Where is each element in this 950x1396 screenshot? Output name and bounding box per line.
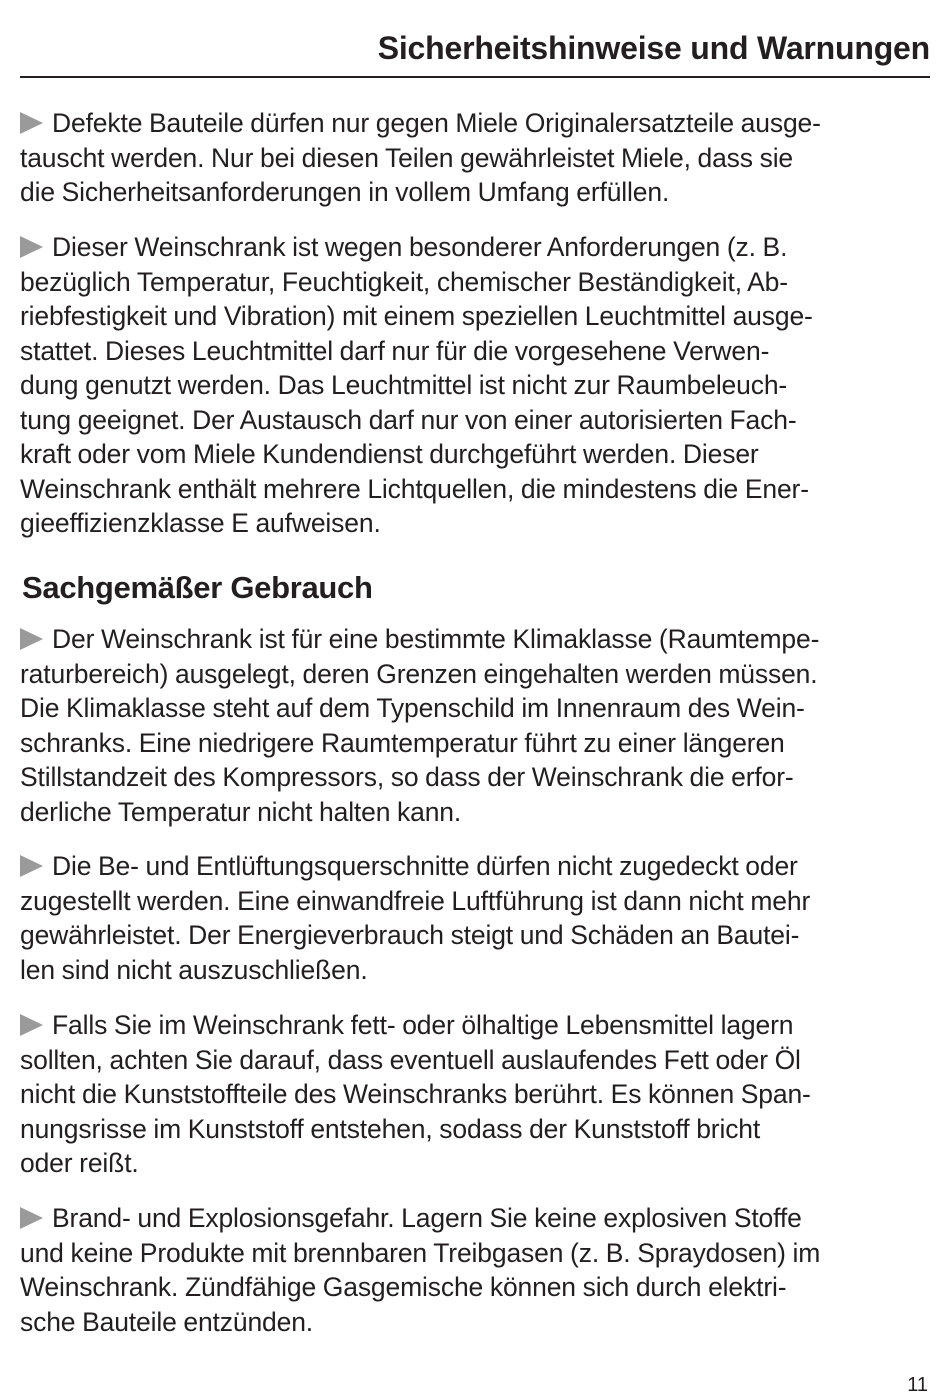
triangle-bullet-icon [20, 112, 43, 134]
triangle-bullet-icon [20, 236, 43, 258]
text-line: Weinschrank. Zündfähige Gasgemische können sich durch elektri- [20, 1272, 787, 1302]
triangle-bullet-icon [20, 628, 43, 650]
triangle-bullet-icon [20, 1207, 43, 1229]
text-line: und keine Produkte mit brennbaren Treibgasen (z. B. Spraydosen) im [20, 1237, 821, 1268]
text-line: raturbereich) ausgelegt, deren Grenzen eingehalten werden müssen. [20, 658, 818, 689]
text-line: nungsrisse im Kunststoff entstehen, sodass der Kunststoff bricht [20, 1113, 761, 1144]
warning-paragraph [20, 1008, 932, 1181]
text-line: tung geeignet. Der Austausch darf nur von einer autorisierten Fach- [20, 404, 797, 435]
text-line: zugestellt werden. Eine einwandfreie Luftführung ist dann nicht mehr [20, 885, 811, 916]
text-line: Brand- und Explosionsgefahr. Lagern Sie keine explosiven Stoffe [20, 1201, 932, 1236]
page-header [20, 26, 930, 78]
text-line: sche Bauteile entzünden. [20, 1306, 314, 1337]
section-heading: Sachgemäßer Gebrauch [22, 570, 373, 605]
text-line: Defekte Bauteile dürfen nur gegen Miele Originalersatzteile ausge- [20, 106, 932, 141]
text-line: Dieser Weinschrank ist wegen besonderer Anforderungen (z. B. [20, 230, 932, 265]
warning-paragraph [20, 1201, 932, 1339]
text-line: sollten, achten Sie darauf, dass eventuell auslaufendes Fett oder Öl [20, 1044, 801, 1075]
text-line: len sind nicht auszuschließen. [20, 954, 368, 985]
warning-paragraph [20, 230, 932, 541]
triangle-bullet-icon [20, 1014, 43, 1036]
text-line: Die Be- und Entlüftungsquerschnitte dürfen nicht zugedeckt oder [20, 849, 932, 884]
text-line: Weinschrank enthält mehrere Lichtquellen, die mindestens die Ener- [20, 473, 809, 504]
text-line: kraft oder vom Miele Kundendienst durchgeführt werden. Dieser [20, 439, 759, 469]
text-line: bezüglich Temperatur, Feuchtigkeit, chemischer Beständigkeit, Ab- [20, 266, 788, 297]
text-line: dung genutzt werden. Das Leuchtmittel ist nicht zur Raumbeleuch- [20, 370, 788, 400]
page-title: Sicherheitshinweise und Warnungen [377, 30, 930, 66]
text-line: nicht die Kunststoffteile des Weinschranks berührt. Es können Span- [20, 1079, 811, 1109]
text-line: stattet. Dieses Leuchtmittel darf nur für die vorgesehene Verwen- [20, 335, 770, 366]
text-line: die Sicherheitsanforderungen in vollem Umfang erfüllen. [20, 177, 670, 207]
text-line: oder reißt. [20, 1148, 139, 1178]
page-number: 11 [907, 1374, 928, 1396]
warning-paragraph [20, 622, 932, 829]
text-line: tauscht werden. Nur bei diesen Teilen gewährleistet Miele, dass sie [20, 142, 794, 173]
text-line: gieeffizienzklasse E aufweisen. [20, 508, 381, 538]
warning-paragraph [20, 106, 932, 210]
warning-paragraph [20, 849, 932, 987]
text-line: gewährleistet. Der Energieverbrauch steigt und Schäden an Bautei- [20, 920, 800, 950]
text-line: derliche Temperatur nicht halten kann. [20, 796, 462, 827]
text-line: Falls Sie im Weinschrank fett- oder ölhaltige Lebensmittel lagern [20, 1008, 932, 1043]
text-line: schranks. Eine niedrigere Raumtemperatur führt zu einer längeren [20, 727, 785, 758]
text-line: Die Klimaklasse steht auf dem Typenschild im Innenraum des Wein- [20, 693, 805, 723]
text-line: Der Weinschrank ist für eine bestimmte Klimaklasse (Raumtempe- [20, 622, 932, 657]
text-line: riebfestigkeit und Vibration) mit einem speziellen Leuchtmittel ausge- [20, 301, 813, 331]
text-line: Stillstandzeit des Kompressors, so dass der Weinschrank die erfor- [20, 762, 794, 792]
triangle-bullet-icon [20, 855, 43, 877]
